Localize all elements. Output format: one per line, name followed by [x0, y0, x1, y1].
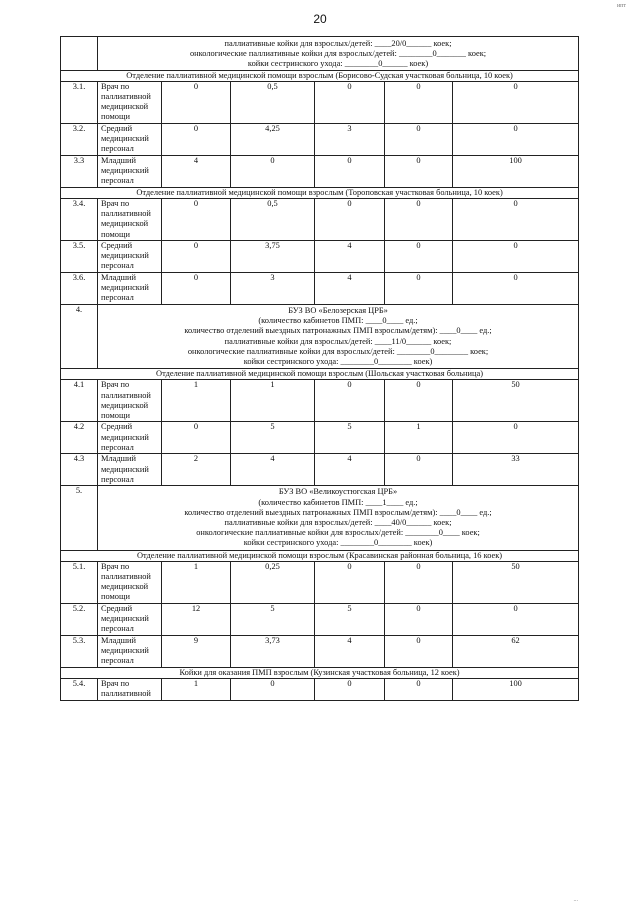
value-cell: 0: [385, 454, 453, 486]
value-cell: 1: [162, 561, 231, 603]
row-number: 5.1.: [61, 561, 98, 603]
value-cell: 0: [385, 273, 453, 305]
value-cell: 100: [453, 155, 579, 187]
value-cell: 0: [385, 123, 453, 155]
table-row: [61, 679, 579, 701]
value-cell: 4: [315, 635, 385, 667]
org-block: [98, 305, 579, 369]
value-cell: 1: [385, 422, 453, 454]
org-row: [61, 486, 579, 550]
org-line: паллиативные койки для взрослых/детей: ____40/0______ коек;: [224, 518, 452, 528]
value-cell: 0: [453, 422, 579, 454]
section-row: [61, 667, 579, 678]
row-number: 3.1.: [61, 81, 98, 123]
value-cell: 0: [315, 679, 385, 701]
staffing-table: [60, 36, 579, 701]
org-row: [61, 305, 579, 369]
row-number: 5.2.: [61, 603, 98, 635]
table-row: [61, 123, 579, 155]
value-cell: 1: [231, 380, 315, 422]
value-cell: 0: [453, 273, 579, 305]
header-block-row: [61, 37, 579, 71]
org-line: онкологические паллиативные койки для взрослых/детей: ________0________ коек;: [187, 346, 489, 356]
section-row: [61, 550, 579, 561]
staff-category: Врач по паллиативной медицинской помощи: [98, 380, 162, 422]
staff-category: Средний медицинский персонал: [98, 241, 162, 273]
table-row: [61, 199, 579, 241]
page-number: 20: [313, 12, 327, 26]
value-cell: 0: [385, 241, 453, 273]
value-cell: 50: [453, 561, 579, 603]
row-number: 5.4.: [61, 679, 98, 701]
row-number: 3.4.: [61, 199, 98, 241]
section-title: Отделение паллиативной медицинской помощи взрослым (Борисово-Судская участковая больница, 10 коек): [61, 70, 579, 81]
table-row: [61, 81, 579, 123]
row-number: 4.3: [61, 454, 98, 486]
staff-category: Врач по паллиативной медицинской помощи: [98, 199, 162, 241]
section-title: Койки для оказания ПМП взрослым (Кузинская участковая больница, 12 коек): [61, 667, 579, 678]
value-cell: 0: [453, 81, 579, 123]
value-cell: 0: [385, 603, 453, 635]
section-row: [61, 70, 579, 81]
section-row: [61, 187, 579, 198]
value-cell: 5: [231, 603, 315, 635]
section-title: Отделение паллиативной медицинской помощи взрослым (Красавинская районная больница, 16 коек): [61, 550, 579, 561]
org-title: БУЗ ВО «Великоустюгская ЦРБ»: [278, 487, 398, 497]
value-cell: 62: [453, 635, 579, 667]
row-number: 4.1: [61, 380, 98, 422]
staff-category: Врач по паллиативной медицинской помощи: [98, 561, 162, 603]
value-cell: 0: [315, 199, 385, 241]
value-cell: 100: [453, 679, 579, 701]
corner-mark-top: ипт: [616, 3, 626, 9]
staff-category: Младший медицинский персонал: [98, 454, 162, 486]
row-number: 3.6.: [61, 273, 98, 305]
row-number: 5.3.: [61, 635, 98, 667]
org-line: (количество кабинетов ПМП: ____1____ ед.;: [258, 497, 418, 507]
value-cell: 2: [162, 454, 231, 486]
table-row: [61, 241, 579, 273]
value-cell: 4: [315, 241, 385, 273]
value-cell: 4: [315, 454, 385, 486]
staff-category: Врач по паллиативной: [98, 679, 162, 701]
value-cell: 0: [315, 561, 385, 603]
section-title: Отделение паллиативной медицинской помощи взрослым (Тороповская участковая больница, 10 коек): [61, 187, 579, 198]
value-cell: 0,5: [231, 199, 315, 241]
value-cell: 0: [315, 155, 385, 187]
value-cell: 5: [231, 422, 315, 454]
table-row: [61, 454, 579, 486]
value-cell: 0: [385, 635, 453, 667]
org-line: койки сестринского ухода: ________0________ коек): [243, 357, 433, 367]
section-title: Отделение паллиативной медицинской помощи взрослым (Шольская участковая больница): [61, 369, 579, 380]
header-line: паллиативные койки для взрослых/детей: ____20/0______ коек;: [224, 39, 452, 48]
value-cell: 0: [453, 241, 579, 273]
value-cell: 12: [162, 603, 231, 635]
value-cell: 0,5: [231, 81, 315, 123]
value-cell: 3,75: [231, 241, 315, 273]
staff-category: Младший медицинский персонал: [98, 155, 162, 187]
table-row: [61, 380, 579, 422]
value-cell: 1: [162, 679, 231, 701]
org-line: количество отделений выездных патронажных ПМП взрослым/детям): ____0____ ед.;: [184, 326, 492, 336]
table-row: [61, 603, 579, 635]
row-number: 4.2: [61, 422, 98, 454]
staff-category: Младший медицинский персонал: [98, 635, 162, 667]
value-cell: 0: [385, 679, 453, 701]
value-cell: 0: [162, 273, 231, 305]
value-cell: 33: [453, 454, 579, 486]
corner-mark-bottom: ...: [573, 897, 578, 903]
value-cell: 0,25: [231, 561, 315, 603]
value-cell: 4: [231, 454, 315, 486]
value-cell: 0: [385, 380, 453, 422]
value-cell: 0: [385, 199, 453, 241]
value-cell: 0: [162, 241, 231, 273]
value-cell: 1: [162, 380, 231, 422]
value-cell: 0: [162, 123, 231, 155]
value-cell: 9: [162, 635, 231, 667]
staff-category: Врач по паллиативной медицинской помощи: [98, 81, 162, 123]
value-cell: 5: [315, 603, 385, 635]
value-cell: 4,25: [231, 123, 315, 155]
value-cell: 0: [385, 155, 453, 187]
value-cell: 0: [162, 199, 231, 241]
row-number: 3.5.: [61, 241, 98, 273]
org-line: койки сестринского ухода: ________0________ коек): [243, 538, 433, 548]
value-cell: 0: [315, 81, 385, 123]
staff-category: Средний медицинский персонал: [98, 603, 162, 635]
table-row: [61, 155, 579, 187]
header-line: койки сестринского ухода: ________0______ коек): [247, 59, 429, 69]
org-block: [98, 486, 579, 550]
value-cell: 0: [453, 199, 579, 241]
staff-category: Средний медицинский персонал: [98, 123, 162, 155]
value-cell: 4: [162, 155, 231, 187]
row-number: 5.: [61, 486, 98, 550]
row-number: 3.3: [61, 155, 98, 187]
value-cell: 5: [315, 422, 385, 454]
value-cell: 0: [385, 561, 453, 603]
value-cell: 0: [453, 603, 579, 635]
value-cell: 0: [315, 380, 385, 422]
staff-category: Средний медицинский персонал: [98, 422, 162, 454]
header-block: [98, 37, 579, 71]
org-line: количество отделений выездных патронажных ПМП взрослым/детям): ____0____ ед.;: [184, 507, 492, 517]
table-row: [61, 635, 579, 667]
org-line: (количество кабинетов ПМП: ____0____ ед.;: [258, 316, 418, 326]
value-cell: 3,73: [231, 635, 315, 667]
value-cell: 3: [231, 273, 315, 305]
header-line: онкологические паллиативные койки для взрослых/детей: ________0_______ коек;: [189, 49, 487, 59]
org-title: БУЗ ВО «Белозерская ЦРБ»: [288, 306, 388, 316]
value-cell: 0: [453, 123, 579, 155]
value-cell: 0: [162, 422, 231, 454]
row-number-cell: [61, 37, 98, 71]
table-row: [61, 422, 579, 454]
org-line: паллиативные койки для взрослых/детей: ____11/0______ коек;: [224, 336, 452, 346]
table-row: [61, 273, 579, 305]
value-cell: 4: [315, 273, 385, 305]
staff-category: Младший медицинский персонал: [98, 273, 162, 305]
row-number: 4.: [61, 305, 98, 369]
org-line: онкологические паллиативные койки для взрослых/детей: ________0____ коек;: [196, 528, 480, 538]
row-number: 3.2.: [61, 123, 98, 155]
table-row: [61, 561, 579, 603]
value-cell: 0: [231, 155, 315, 187]
value-cell: 0: [385, 81, 453, 123]
value-cell: 0: [162, 81, 231, 123]
section-row: [61, 369, 579, 380]
value-cell: 3: [315, 123, 385, 155]
value-cell: 0: [231, 679, 315, 701]
value-cell: 50: [453, 380, 579, 422]
